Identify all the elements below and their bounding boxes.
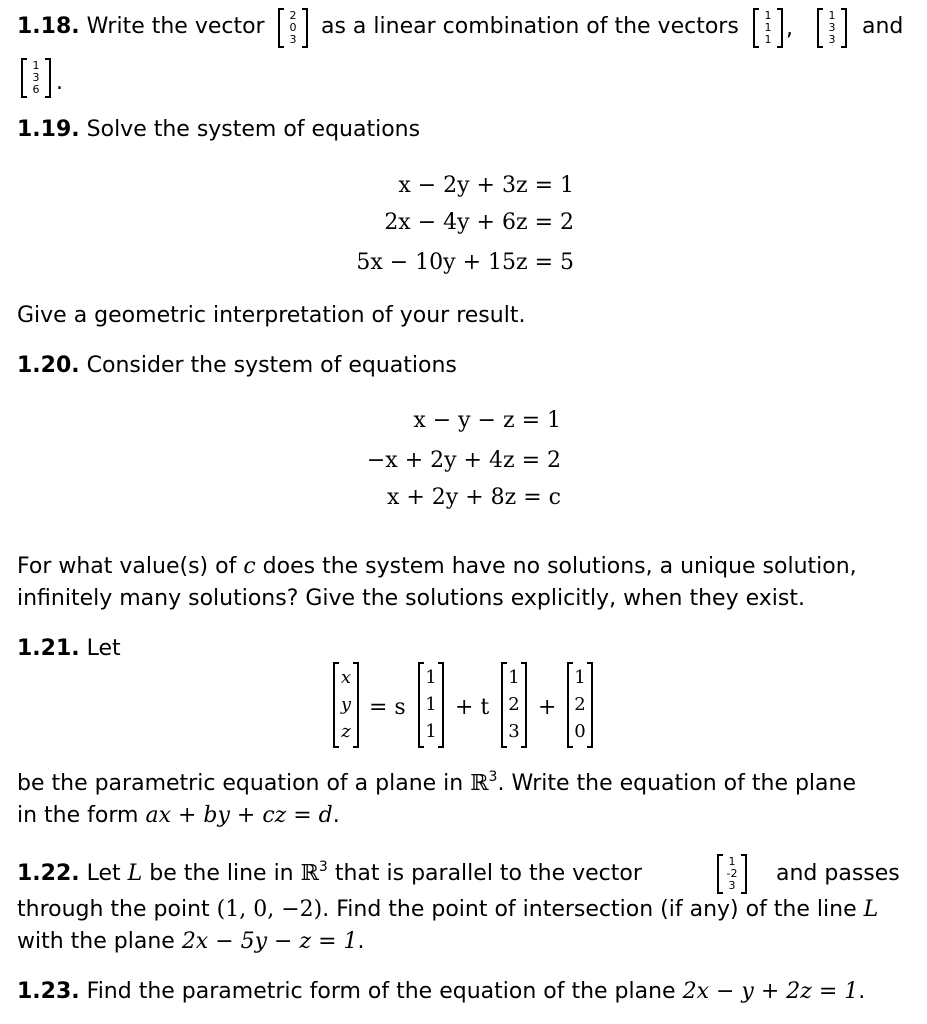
problem-1-21-header	[17, 638, 121, 660]
problem-number: 1.22.	[17, 861, 80, 886]
parallel-vector: 1 -2 3	[717, 856, 747, 892]
problem-1-22-line-1: 1.22. Let L be the line in ℝ$^3$ that is parallel to the vector	[17, 859, 642, 886]
problem-number: 1.20.	[17, 353, 80, 378]
point-vector: 1 1 1	[418, 664, 444, 746]
xyz-vector: x y z	[333, 664, 359, 746]
problem-1-23: 1.23. Find the parametric form of the equation of the plane 2x − y + 2z = 1.	[17, 979, 866, 1004]
problem-text-line: in the form ax + by + cz = d.	[17, 803, 340, 828]
problem-number: 1.18.	[17, 14, 80, 39]
equation: x − y − z = 1	[413, 408, 561, 433]
equation: −x + 2y + 4z = 2	[366, 448, 561, 473]
problem-text: Let	[86, 636, 121, 661]
comma: ,	[786, 16, 793, 41]
period: .	[56, 70, 63, 95]
vector-v2: 1 3 3	[817, 10, 847, 46]
direction-vector-1: 1 2 3	[501, 664, 527, 746]
problem-text-line: with the plane 2x − 5y − z = 1.	[17, 929, 365, 954]
problem-text: Give a geometric interpretation of your result.	[17, 303, 526, 328]
problem-text: Consider the system of equations	[86, 353, 457, 378]
target-vector: 2 0 3	[278, 10, 308, 46]
problem-number: 1.21.	[17, 636, 80, 661]
problem-1-19-header	[17, 119, 420, 141]
equation: 5x − 10y + 15z = 5	[356, 250, 574, 275]
problem-number: 1.23.	[17, 979, 80, 1004]
problem-text: Solve the system of equations	[86, 117, 421, 142]
problem-1-18-line-1	[17, 16, 265, 38]
vector-v3: 1 3 6	[21, 60, 51, 96]
problem-text-line: through the point (1, 0, −2). Find the point of intersection (if any) of the line L	[17, 897, 879, 922]
equation: x + 2y + 8z = c	[386, 485, 561, 510]
equation: 2x − 4y + 6z = 2	[384, 210, 574, 235]
equation: x − 2y + 3z = 1	[398, 173, 574, 198]
direction-vector-2: 1 2 0	[567, 664, 593, 746]
problem-text-line: be the parametric equation of a plane in ℝ$^3$. Write the equation of the plane	[17, 769, 857, 796]
problem-number: 1.19.	[17, 117, 80, 142]
problem-text: as a linear combination of the vectors	[321, 14, 739, 39]
problem-text-line: infinitely many solutions? Give the solutions explicitly, when they exist.	[17, 586, 805, 611]
plus-t: + t	[455, 695, 490, 720]
problem-1-20-header	[17, 355, 457, 377]
problem-text-line: For what value(s) of c does the system have no solutions, a unique solution,	[17, 554, 857, 579]
problem-text: Write the vector	[86, 14, 265, 39]
plus: +	[538, 695, 557, 720]
vector-v1: 1 1 1	[753, 10, 783, 46]
equals-s: = s	[369, 695, 406, 720]
and-word: and	[862, 14, 904, 39]
problem-text: and passes	[776, 861, 900, 886]
